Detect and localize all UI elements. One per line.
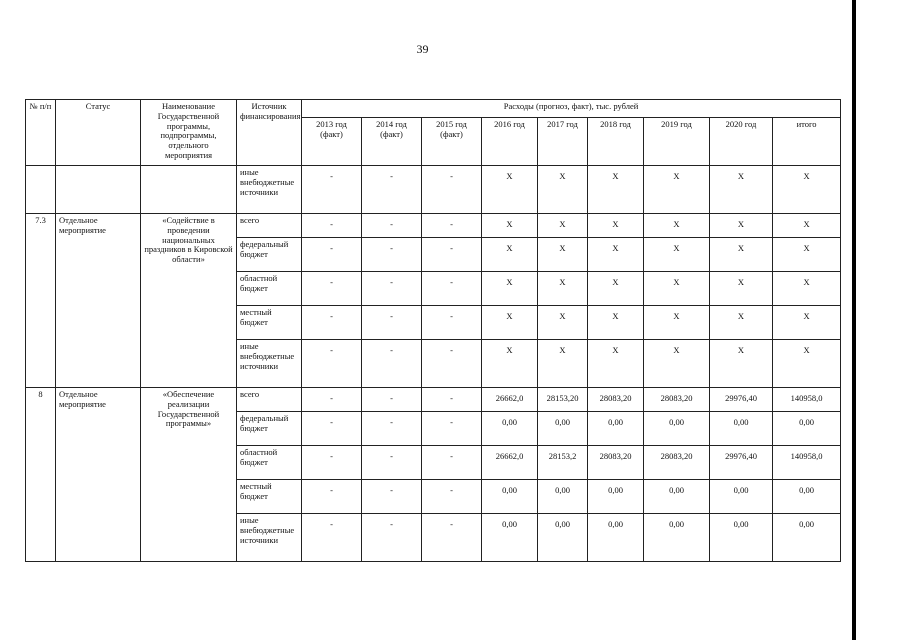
value-cell: X xyxy=(588,166,644,214)
value-cell: X xyxy=(588,340,644,388)
value-cell: X xyxy=(538,238,588,272)
header-year: 2018 год xyxy=(588,118,644,166)
group-name: «Содействие в проведении национальных праздников в Кировской области» xyxy=(141,214,237,388)
value-cell: 26662,0 xyxy=(482,388,538,412)
value-cell: X xyxy=(710,214,773,238)
value-cell: X xyxy=(773,340,841,388)
value-cell: X xyxy=(773,306,841,340)
value-cell: X xyxy=(482,340,538,388)
value-cell: - xyxy=(302,214,362,238)
value-cell: - xyxy=(422,272,482,306)
value-cell: - xyxy=(362,238,422,272)
group-status xyxy=(56,166,141,214)
source-cell: иные внебюджетные источники xyxy=(237,166,302,214)
value-cell: 0,00 xyxy=(710,412,773,446)
value-cell: 26662,0 xyxy=(482,446,538,480)
header-row-1 xyxy=(26,100,841,118)
value-cell: X xyxy=(773,238,841,272)
value-cell: 0,00 xyxy=(538,480,588,514)
value-cell: 0,00 xyxy=(482,480,538,514)
value-cell: - xyxy=(302,480,362,514)
value-cell: 28153,20 xyxy=(538,388,588,412)
source-cell: областной бюджет xyxy=(237,446,302,480)
page-number: 39 xyxy=(416,42,429,56)
header-year: 2013 год (факт) xyxy=(302,118,362,166)
value-cell: X xyxy=(482,214,538,238)
value-cell: X xyxy=(644,238,710,272)
value-cell: - xyxy=(422,514,482,562)
value-cell: X xyxy=(482,272,538,306)
value-cell: - xyxy=(302,412,362,446)
value-cell: 0,00 xyxy=(644,412,710,446)
value-cell: 0,00 xyxy=(644,480,710,514)
header-year: 2016 год xyxy=(482,118,538,166)
value-cell: 29976,40 xyxy=(710,446,773,480)
source-cell: местный бюджет xyxy=(237,306,302,340)
value-cell: - xyxy=(422,166,482,214)
value-cell: X xyxy=(710,272,773,306)
value-cell: X xyxy=(538,166,588,214)
value-cell: 28083,20 xyxy=(588,446,644,480)
value-cell: 0,00 xyxy=(538,514,588,562)
value-cell: X xyxy=(644,214,710,238)
value-cell: 0,00 xyxy=(710,514,773,562)
header-year: 2014 год (факт) xyxy=(362,118,422,166)
value-cell: X xyxy=(773,214,841,238)
value-cell: X xyxy=(773,272,841,306)
value-cell: 0,00 xyxy=(710,480,773,514)
header-source: Источник финансирования xyxy=(237,100,302,166)
value-cell: X xyxy=(588,214,644,238)
value-cell: X xyxy=(538,306,588,340)
header-total: итого xyxy=(773,118,841,166)
group-num: 8 xyxy=(26,388,56,562)
value-cell: - xyxy=(362,388,422,412)
value-cell: 0,00 xyxy=(588,514,644,562)
header-year: 2017 год xyxy=(538,118,588,166)
value-cell: - xyxy=(362,166,422,214)
value-cell: - xyxy=(302,272,362,306)
scan-edge-bar xyxy=(852,0,856,640)
value-cell: X xyxy=(538,340,588,388)
value-cell: - xyxy=(302,514,362,562)
header-expenses: Расходы (прогноз, факт), тыс. рублей xyxy=(302,100,841,118)
value-cell: 0,00 xyxy=(773,514,841,562)
table-row xyxy=(26,388,841,412)
value-cell: X xyxy=(538,272,588,306)
source-cell: местный бюджет xyxy=(237,480,302,514)
value-cell: X xyxy=(710,340,773,388)
value-cell: - xyxy=(362,306,422,340)
header-num: № п/п xyxy=(26,100,56,166)
value-cell: 0,00 xyxy=(588,412,644,446)
value-cell: X xyxy=(644,272,710,306)
value-cell: - xyxy=(422,306,482,340)
value-cell: X xyxy=(538,214,588,238)
table-row xyxy=(26,166,841,214)
budget-table xyxy=(25,99,841,562)
value-cell: - xyxy=(302,238,362,272)
value-cell: - xyxy=(302,446,362,480)
value-cell: - xyxy=(422,480,482,514)
value-cell: - xyxy=(362,480,422,514)
value-cell: - xyxy=(422,214,482,238)
value-cell: - xyxy=(302,388,362,412)
value-cell: X xyxy=(482,166,538,214)
value-cell: - xyxy=(422,388,482,412)
value-cell: - xyxy=(362,514,422,562)
source-cell: федеральный бюджет xyxy=(237,238,302,272)
value-cell: - xyxy=(422,340,482,388)
value-cell: - xyxy=(362,272,422,306)
group-num xyxy=(26,166,56,214)
header-year: 2015 год (факт) xyxy=(422,118,482,166)
value-cell: - xyxy=(302,340,362,388)
value-cell: X xyxy=(644,306,710,340)
value-cell: X xyxy=(588,306,644,340)
value-cell: X xyxy=(773,166,841,214)
value-cell: 28083,20 xyxy=(588,388,644,412)
value-cell: - xyxy=(362,446,422,480)
value-cell: X xyxy=(482,306,538,340)
group-name xyxy=(141,166,237,214)
group-num: 7.3 xyxy=(26,214,56,388)
value-cell: X xyxy=(588,238,644,272)
value-cell: - xyxy=(422,412,482,446)
source-cell: областной бюджет xyxy=(237,272,302,306)
value-cell: 140958,0 xyxy=(773,446,841,480)
value-cell: 29976,40 xyxy=(710,388,773,412)
value-cell: X xyxy=(710,306,773,340)
value-cell: - xyxy=(362,340,422,388)
value-cell: 140958,0 xyxy=(773,388,841,412)
source-cell: федеральный бюджет xyxy=(237,412,302,446)
header-name: Наименование Государственной программы, подпрограммы, отдельного мероприятия xyxy=(141,100,237,166)
source-cell: всего xyxy=(237,388,302,412)
header-year: 2019 год xyxy=(644,118,710,166)
value-cell: - xyxy=(422,446,482,480)
source-cell: всего xyxy=(237,214,302,238)
value-cell: X xyxy=(710,166,773,214)
value-cell: X xyxy=(710,238,773,272)
value-cell: 0,00 xyxy=(482,412,538,446)
value-cell: 0,00 xyxy=(644,514,710,562)
value-cell: X xyxy=(644,340,710,388)
value-cell: 28083,20 xyxy=(644,388,710,412)
value-cell: - xyxy=(362,412,422,446)
value-cell: - xyxy=(362,214,422,238)
source-cell: иные внебюджетные источники xyxy=(237,340,302,388)
header-year: 2020 год xyxy=(710,118,773,166)
table-row xyxy=(26,214,841,238)
value-cell: 0,00 xyxy=(773,412,841,446)
value-cell: 0,00 xyxy=(773,480,841,514)
group-status: Отдельное мероприятие xyxy=(56,214,141,388)
value-cell: 0,00 xyxy=(482,514,538,562)
value-cell: 28083,20 xyxy=(644,446,710,480)
header-status: Статус xyxy=(56,100,141,166)
value-cell: - xyxy=(422,238,482,272)
value-cell: 0,00 xyxy=(588,480,644,514)
group-status: Отдельное мероприятие xyxy=(56,388,141,562)
value-cell: X xyxy=(482,238,538,272)
value-cell: - xyxy=(302,166,362,214)
value-cell: - xyxy=(302,306,362,340)
value-cell: 0,00 xyxy=(538,412,588,446)
value-cell: 28153,2 xyxy=(538,446,588,480)
table-body xyxy=(26,166,841,562)
source-cell: иные внебюджетные источники xyxy=(237,514,302,562)
group-name: «Обеспечение реализации Государственной программы» xyxy=(141,388,237,562)
value-cell: X xyxy=(644,166,710,214)
value-cell: X xyxy=(588,272,644,306)
